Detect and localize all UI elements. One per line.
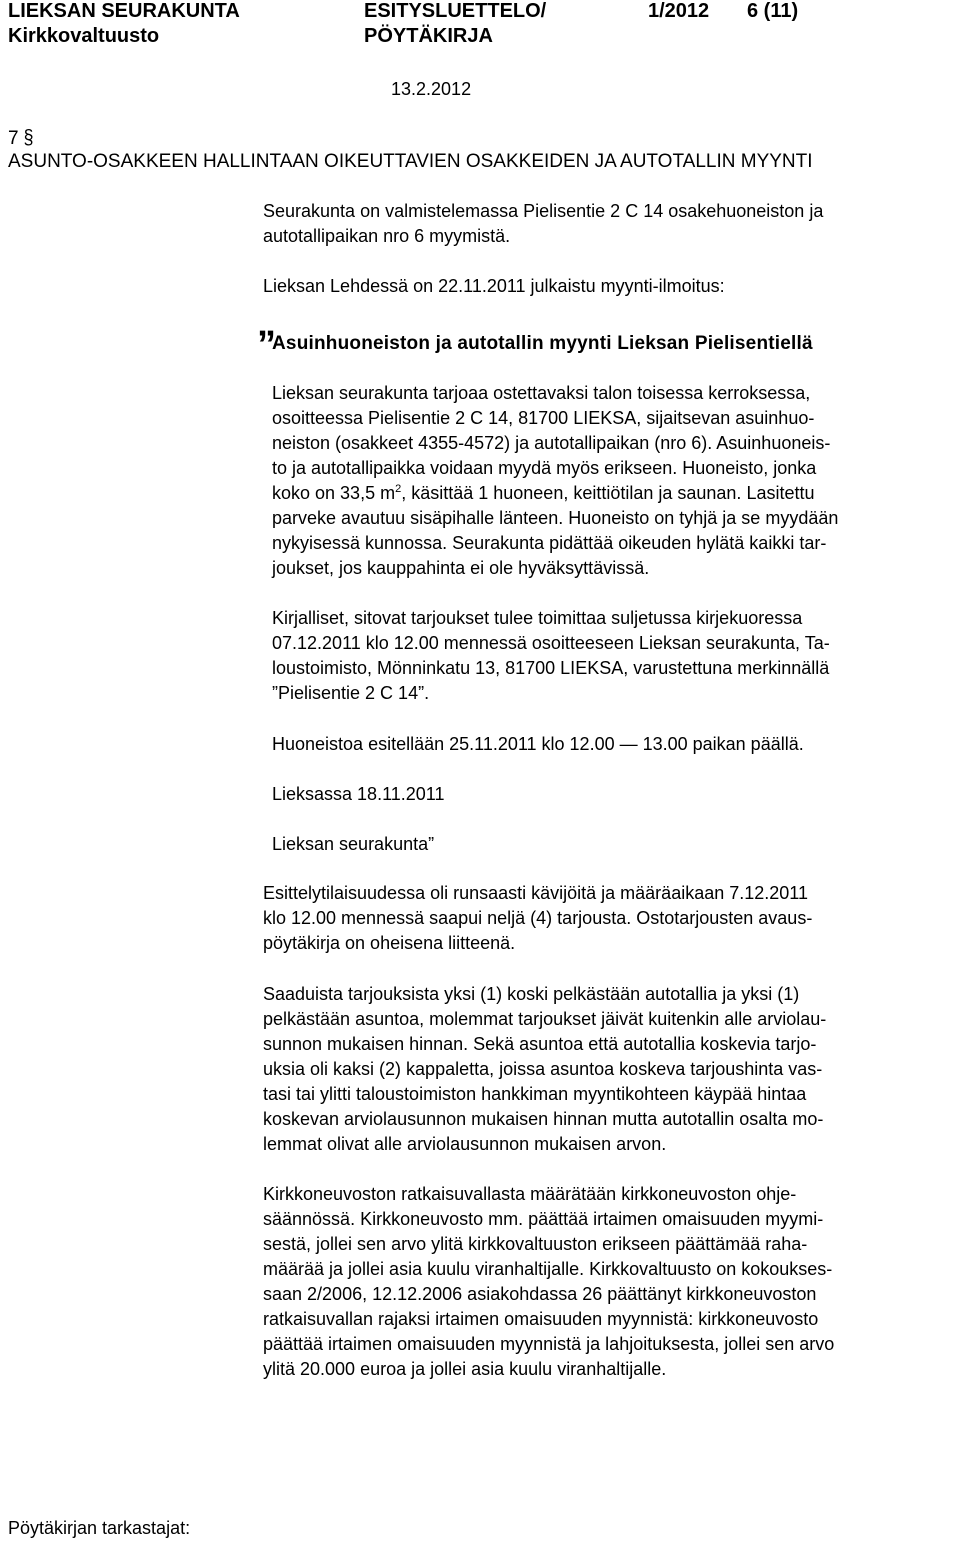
opening-quote-mark: ”	[257, 324, 276, 366]
ad-line: nykyisessä kunnossa. Seurakunta pidättää oikeuden hylätä kaikki tar-	[272, 533, 827, 553]
ad-title: Asuinhuoneiston ja autotallin myynti Lieksan Pielisentiellä	[272, 333, 813, 354]
viewing-result-paragraph	[263, 881, 812, 956]
ad-intro: Lieksan Lehdessä on 22.11.2011 julkaistu myynti-ilmoitus:	[263, 276, 725, 296]
ad-line: joukset, jos kauppahinta ei ole hyväksyttävissä.	[272, 558, 650, 578]
ad-line: to ja autotallipaikka voidaan myydä myös erikseen. Huoneisto, jonka	[272, 458, 817, 478]
footer-reviewers-label: Pöytäkirjan tarkastajat:	[8, 1518, 191, 1538]
paragraph-line: määrää ja jollei asia kuulu viranhaltijalle. Kirkkovaltuusto on kokoukses-	[263, 1259, 833, 1279]
ad-paragraph-1	[272, 381, 838, 581]
paragraph-line: Esittelytilaisuudessa oli runsaasti kävijöitä ja määräaikaan 7.12.2011	[263, 883, 808, 903]
area-text: koko on 33,5 m	[272, 483, 396, 503]
ad-line: loustoimisto, Mönninkatu 13, 81700 LIEKSA, varustettuna merkinnällä	[272, 658, 830, 678]
ad-line: 07.12.2011 klo 12.00 mennessä osoitteeseen Lieksan seurakunta, Ta-	[272, 633, 830, 653]
section-number: 7	[8, 128, 19, 149]
doctype-line-1: ESITYSLUETTELO/	[364, 0, 547, 22]
ad-paragraph-2	[272, 606, 830, 706]
ad-line: Kirjalliset, sitovat tarjoukset tulee toimittaa suljetussa kirjekuoressa	[272, 608, 803, 628]
intro-line: autotallipaikan nro 6 myymistä.	[263, 226, 511, 246]
paragraph-line: koskevan arviolausunnon mukaisen hinnan mutta autotallin osalta mo-	[263, 1109, 824, 1129]
section-title: ASUNTO-OSAKKEEN HALLINTAAN OIKEUTTAVIEN OSAKKEIDEN JA AUTOTALLIN MYYNTI	[8, 151, 813, 172]
doctype-line-2: PÖYTÄKIRJA	[364, 25, 493, 47]
paragraph-line: uksia oli kaksi (2) kappaletta, joissa asuntoa koskeva tarjoushinta vas-	[263, 1059, 823, 1079]
paragraph-line: Kirkkoneuvoston ratkaisuvallasta määrätään kirkkoneuvoston ohje-	[263, 1184, 797, 1204]
ad-signature: Lieksan seurakunta”	[272, 834, 435, 854]
paragraph-line: Saaduista tarjouksista yksi (1) koski pelkästään autotallia ja yksi (1)	[263, 984, 800, 1004]
ad-line: Lieksan seurakunta tarjoaa ostettavaksi talon toisessa kerroksessa,	[272, 383, 811, 403]
org-name: LIEKSAN SEURAKUNTA	[8, 0, 240, 22]
ad-line: ”Pielisentie 2 C 14”.	[272, 683, 430, 703]
paragraph-line: pöytäkirja on oheisena liitteenä.	[263, 933, 516, 953]
paragraph-line: saan 2/2006, 12.12.2006 asiakohdassa 26 päättänyt kirkkoneuvoston	[263, 1284, 817, 1304]
intro-line: Seurakunta on valmistelemassa Pielisentie 2 C 14 osakehuoneiston ja	[263, 201, 824, 221]
paragraph-line: ylitä 20.000 euroa ja jollei asia kuulu viranhaltijalle.	[263, 1359, 667, 1379]
ad-place-date: Lieksassa 18.11.2011	[272, 784, 445, 804]
paragraph-line: tasi tai ylitti taloustoimiston hankkiman myyntikohteen käypää hintaa	[263, 1084, 807, 1104]
intro-paragraph	[263, 199, 823, 249]
ad-line-area	[272, 481, 838, 506]
page-number: 6 (11)	[747, 0, 799, 22]
area-text-rest: , käsittää 1 huoneen, keittiötilan ja saunan. Lasitettu	[401, 483, 815, 503]
offers-paragraph	[263, 982, 826, 1157]
paragraph-line: sunnon mukaisen hinnan. Sekä asuntoa että autotallia koskevia tarjo-	[263, 1034, 817, 1054]
paragraph-line: klo 12.00 mennessä saapui neljä (4) tarjousta. Ostotarjousten avaus-	[263, 908, 813, 928]
paragraph-line: sestä, jollei sen arvo ylitä kirkkovaltuuston erikseen päättämää raha-	[263, 1234, 808, 1254]
paragraph-line: säännössä. Kirkkoneuvosto mm. päättää irtaimen omaisuuden myymi-	[263, 1209, 824, 1229]
section-number-row	[8, 126, 34, 151]
area-superscript: 2	[395, 483, 402, 495]
paragraph-line: pelkästään asuntoa, molemmat tarjoukset jäivät kuitenkin alle arviolau-	[263, 1009, 827, 1029]
ad-line: osoitteessa Pielisentie 2 C 14, 81700 LIEKSA, sijaitsevan asuinhuo-	[272, 408, 815, 428]
section-sign: §	[23, 127, 34, 149]
ad-line: neiston (osakkeet 4355-4572) ja autotallipaikan (nro 6). Asuinhuoneis-	[272, 433, 831, 453]
paragraph-line: lemmat olivat alle arviolausunnon mukaisen arvon.	[263, 1134, 667, 1154]
paragraph-line: päättää irtaimen omaisuuden myynnistä ja lahjoituksesta, jollei sen arvo	[263, 1334, 835, 1354]
meeting-date: 13.2.2012	[391, 79, 472, 99]
rules-paragraph	[263, 1182, 834, 1382]
paragraph-line: ratkaisuvallan rajaksi irtaimen omaisuuden myynnistä: kirkkoneuvosto	[263, 1309, 819, 1329]
ad-viewing: Huoneistoa esitellään 25.11.2011 klo 12.00 — 13.00 paikan päällä.	[272, 734, 804, 754]
body-name: Kirkkovaltuusto	[8, 25, 160, 47]
ad-line: parveke avautuu sisäpihalle länteen. Huoneisto on tyhjä ja se myydään	[272, 508, 839, 528]
document-number: 1/2012	[648, 0, 710, 22]
